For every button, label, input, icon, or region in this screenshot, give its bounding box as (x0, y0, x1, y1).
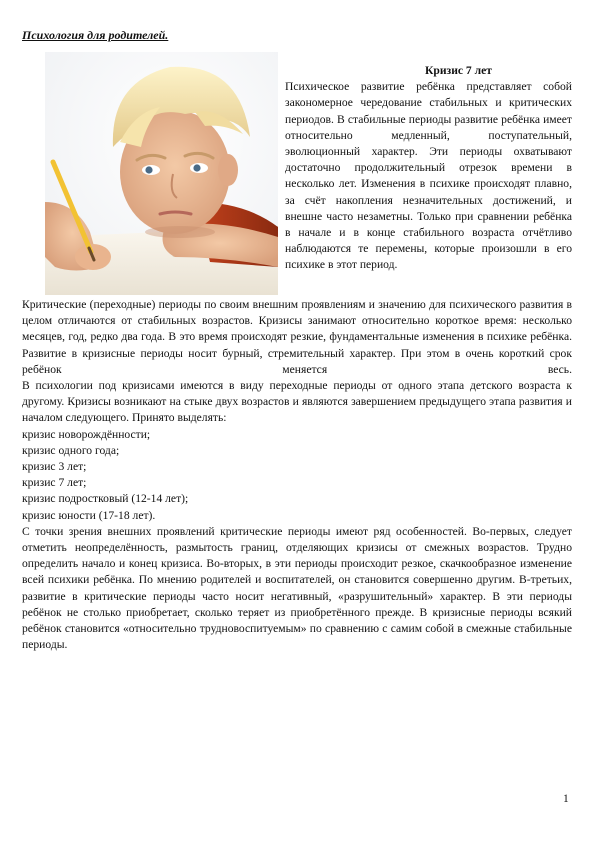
list-item: кризис подростковый (12-14 лет); (22, 492, 189, 506)
article-title: Кризис 7 лет (425, 64, 492, 77)
page-header: Психология для родителей. (22, 28, 169, 42)
paragraph-crisis-definition: В психологии под кризисами имеются в виду переходные периоды от одного этапа детского возраста к другому. Кризисы возникают на стыке двух возрастов и являются завершением предыдущего этапа развития и началом следующего. Принято выделять: (22, 379, 572, 425)
crisis-list (22, 427, 572, 524)
photo-boy-writing (45, 52, 278, 295)
right-column (285, 63, 572, 274)
list-item: кризис юности (17-18 лет). (22, 508, 156, 522)
list-item: кризис новорождённости; (22, 427, 151, 441)
list-item: кризис 3 лет; (22, 460, 87, 474)
list-item: кризис одного года; (22, 443, 120, 457)
list-item: кризис 7 лет; (22, 476, 87, 490)
page-number: 1 (563, 793, 569, 805)
body-text (22, 297, 572, 653)
paragraph-features: С точки зрения внешних проявлений критические периоды имеют ряд особенностей. Во-первых, следует отметить неопределённость, размытость границ, отделяющих кризисы от смежных возрастов. Трудно определить начало и конец кризиса. Во-вторых, в эти периоды происходит резкое, скачкообразное изменение всей психики ребёнка. По мнению родителей и воспитателей, он становится совершенно другим. В-третьих, развитие в критические периоды часто носит негативный, «разрушительный» характер. В эти периоды ребёнок не столько приобретает, сколько теряет из приобретённого прежде. В кризисные периоды всякий ребёнок становится «относительно трудновоспитуемым» по сравнению с самим собой в смежные стабильные периоды. (22, 524, 572, 652)
paragraph-critical-periods: Критические (переходные) периоды по своим внешним проявлениям и значению для психического развития в целом отличаются от стабильных возрастов. Кризисы занимают относительно короткое время: несколько месяцев, год, редко два года. В это время происходят резкие, фундаментальные изменения в психике ребёнка. Развитие в кризисные периоды носит бурный, стремительный характер. При этом в очень короткий срок ребёнок меняется весь. (22, 298, 572, 376)
intro-paragraph: Психическое развитие ребёнка представляет собой закономерное чередование стабильных и критических периодов. В стабильные периоды развитие ребёнка имеет относительно медленный, поступательный, эволюционный характер. Эти периоды охватывают достаточно продолжительный отрезок времени в несколько лет. Изменения в психике происходят плавно, за счёт накопления незначительных достижений, и внешне часто незаметны. Только при сравнении ребёнка в начале и в конце стабильного возраста отчётливо наблюдаются те перемены, которые произошли в его психике в этот период. (285, 80, 572, 272)
